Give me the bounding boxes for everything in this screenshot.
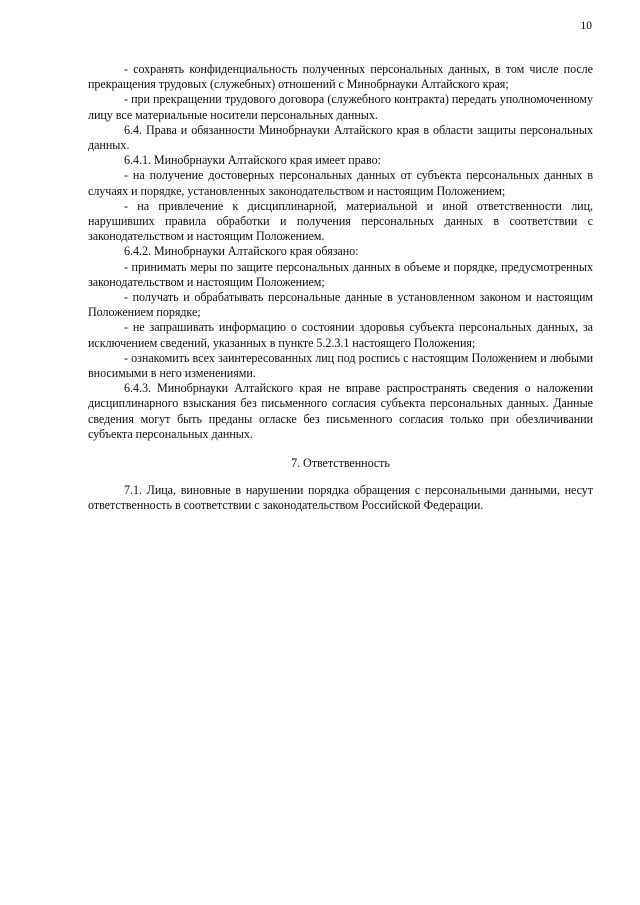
paragraph-duty-acquaint: - ознакомить всех заинтересованных лиц под роспись с настоящим Положением и любыми вносимыми в него изменениями. [88,350,593,381]
paragraph-6-4-1: 6.4.1. Минобрнауки Алтайского края имеет право: [124,153,381,168]
paragraph-right-liability: - на привлечение к дисциплинарной, материальной и иной ответственности лиц, нарушивших правила обработки и получения персональных данных в соответствии с законодательством и настоящим Положением. [88,198,593,244]
paragraph-right-receive-data: - на получение достоверных персональных данных от субъекта персональных данных в случаях и порядке, установленных законодательством и настоящим Положением; [88,168,593,198]
paragraph-duty-health: - не запрашивать информацию о состоянии здоровья субъекта персональных данных, за исключением сведений, указанных в пункте 5.2.3.1 настоящего Положения; [88,320,593,350]
paragraph-transfer-media: - при прекращении трудового договора (служебного контракта) передать уполномоченному лицу все материальные носители персональных данных. [88,92,593,122]
paragraph-6-4-3: 6.4.3. Минобрнауки Алтайского края не вправе распространять сведения о наложении дисциплинарного взыскания без письменного согласия субъекта персональных данных. Данные сведения могут быть преданы огласке без письменного согласия только при обезличивании субъекта персональных данных. [88,381,593,441]
paragraph-duty-protect: - принимать меры по защите персональных данных в объеме и порядке, предусмотренных законодательством и настоящим Положением; [88,259,593,289]
paragraph-confidentiality: - сохранять конфиденциальность полученных персональных данных, в том числе после прекращения трудовых (служебных) отношений с Минобрнауки Алтайского края; [88,62,593,92]
paragraph-7-1: 7.1. Лица, виновные в нарушении порядка обращения с персональными данными, несут ответственность в соответствии с законодательством Российской Федерации. [88,483,593,513]
paragraph-duty-process: - получать и обрабатывать персональные данные в установленном законом и настоящим Положением порядке; [88,290,593,320]
paragraph-6-4-2: 6.4.2. Минобрнауки Алтайского края обязано: [124,244,359,259]
paragraph-6-4: 6.4. Права и обязанности Минобрнауки Алтайского края в области защиты персональных данных. [88,122,593,153]
page-number: 10 [580,20,592,32]
section-7-heading: 7. Ответственность [291,456,390,471]
document-body [88,62,593,514]
